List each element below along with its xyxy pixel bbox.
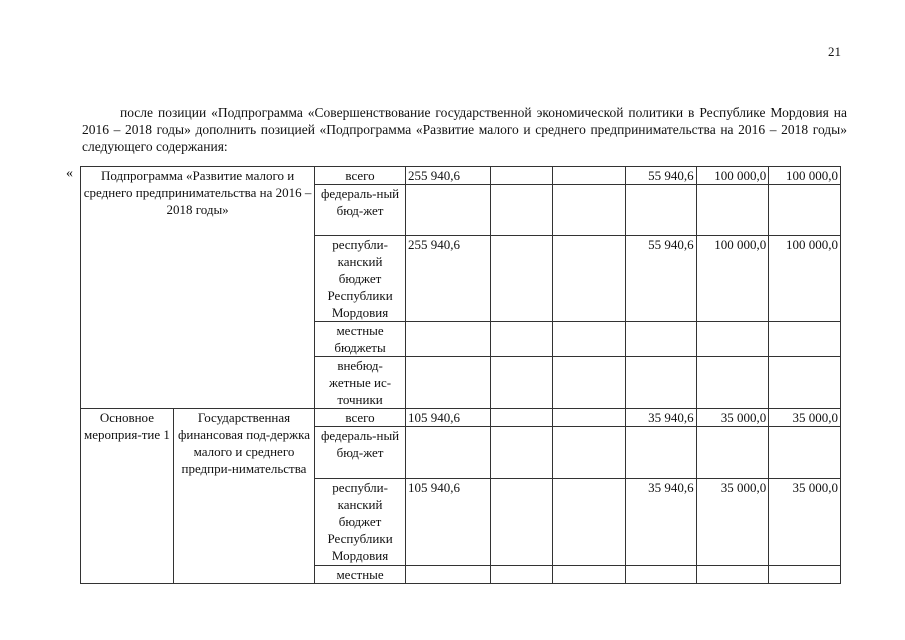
total-cell (405, 185, 490, 236)
value-2018-cell (769, 566, 841, 584)
total-cell (405, 427, 490, 479)
value-2018-cell: 35 000,0 (769, 479, 841, 566)
empty-cell (490, 409, 553, 427)
source-cell: всего (315, 167, 406, 185)
total-cell (405, 566, 490, 584)
total-cell (405, 322, 490, 357)
empty-cell (553, 322, 626, 357)
source-cell: федераль-ный бюд-жет (315, 185, 406, 236)
source-cell: внебюд-жетные ис-точники (315, 357, 406, 409)
source-cell: местные (315, 566, 406, 584)
source-cell: местные бюджеты (315, 322, 406, 357)
value-2017-cell (696, 322, 769, 357)
value-2017-cell (696, 185, 769, 236)
value-2017-cell: 100 000,0 (696, 167, 769, 185)
total-cell: 255 940,6 (405, 236, 490, 322)
value-2017-cell (696, 357, 769, 409)
empty-cell (490, 479, 553, 566)
page-number: 21 (828, 44, 841, 59)
intro-paragraph (82, 104, 847, 155)
source-cell: федераль-ный бюд-жет (315, 427, 406, 479)
value-2016-cell (625, 357, 696, 409)
value-2017-cell (696, 566, 769, 584)
empty-cell (490, 357, 553, 409)
empty-cell (490, 566, 553, 584)
subprogram-name: Подпрограмма «Развитие малого и среднего предпринимательства на 2016 – 2018 годы» (81, 167, 315, 409)
total-cell: 105 940,6 (405, 479, 490, 566)
empty-cell (490, 167, 553, 185)
total-cell: 255 940,6 (405, 167, 490, 185)
empty-cell (553, 409, 626, 427)
empty-cell (490, 427, 553, 479)
source-cell: всего (315, 409, 406, 427)
table-row (81, 167, 841, 185)
table-row (81, 409, 841, 427)
value-2017-cell: 35 000,0 (696, 479, 769, 566)
value-2018-cell: 100 000,0 (769, 167, 841, 185)
empty-cell (553, 427, 626, 479)
total-cell: 105 940,6 (405, 409, 490, 427)
value-2016-cell: 35 940,6 (625, 479, 696, 566)
source-cell: республи-канский бюджет Республики Мордовия (315, 479, 406, 566)
value-2018-cell: 35 000,0 (769, 409, 841, 427)
value-2016-cell (625, 322, 696, 357)
value-2016-cell (625, 427, 696, 479)
empty-cell (553, 566, 626, 584)
empty-cell (553, 185, 626, 236)
value-2018-cell: 100 000,0 (769, 236, 841, 322)
value-2016-cell: 55 940,6 (625, 236, 696, 322)
measure-name: Государственная финансовая под-держка малого и среднего предпри-нимательства (173, 409, 314, 584)
value-2017-cell (696, 427, 769, 479)
value-2016-cell (625, 566, 696, 584)
value-2018-cell (769, 427, 841, 479)
budget-table (80, 166, 841, 584)
value-2016-cell: 55 940,6 (625, 167, 696, 185)
measure-label: Основное мероприя-тие 1 (81, 409, 174, 584)
value-2018-cell (769, 322, 841, 357)
source-cell: республи-канский бюджет Республики Мордовия (315, 236, 406, 322)
empty-cell (490, 236, 553, 322)
empty-cell (490, 322, 553, 357)
opening-quote: « (66, 166, 73, 181)
value-2017-cell: 100 000,0 (696, 236, 769, 322)
empty-cell (553, 479, 626, 566)
value-2018-cell (769, 185, 841, 236)
empty-cell (553, 357, 626, 409)
empty-cell (490, 185, 553, 236)
empty-cell (553, 236, 626, 322)
value-2018-cell (769, 357, 841, 409)
empty-cell (553, 167, 626, 185)
value-2016-cell (625, 185, 696, 236)
value-2016-cell: 35 940,6 (625, 409, 696, 427)
total-cell (405, 357, 490, 409)
value-2017-cell: 35 000,0 (696, 409, 769, 427)
intro-text: после позиции «Подпрограмма «Совершенствование государственной экономической политики в Республике Мордовия на 2016 – 2018 годы» дополнить позицией «Подпрограмма «Развитие малого и среднего предпринимательства на 2016 – 2018 годы» следующего содержания: (82, 105, 847, 154)
